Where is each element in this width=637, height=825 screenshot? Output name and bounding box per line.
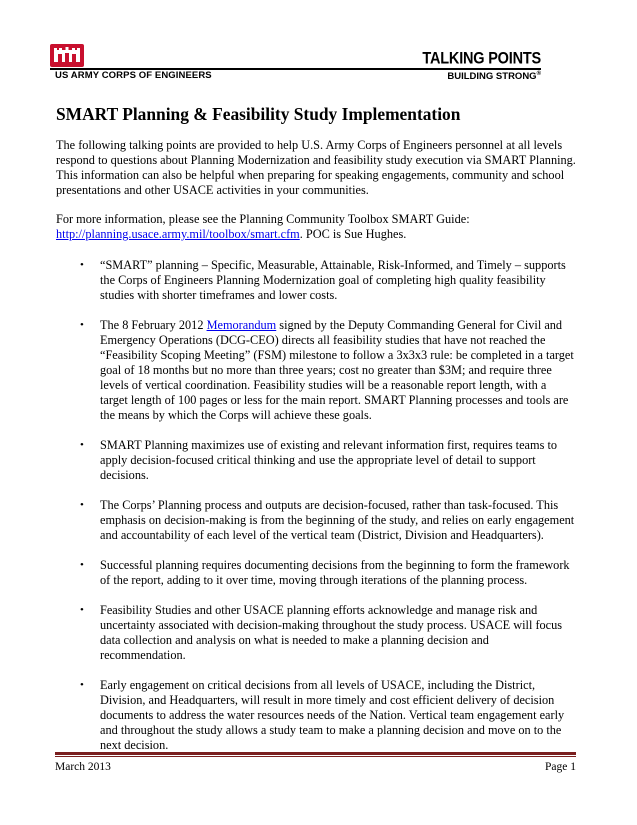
bullet-icon: • (80, 439, 84, 451)
castle-icon (50, 44, 84, 67)
footer-rule-thin (55, 756, 576, 757)
more-info-paragraph (56, 212, 576, 242)
bullet-text: The Corps’ Planning process and outputs are decision-focused, rather than task-focused. This emphasis on decision-making is from the beginning of the study, and relies on early engagement and accountability of each level of the vertical team (District, Division and Headquarters). (100, 498, 575, 542)
bullet-icon: • (80, 679, 84, 691)
bullet-icon: • (80, 259, 84, 271)
page-number: Page 1 (545, 761, 576, 773)
list-item (56, 438, 576, 483)
tagline-text: BUILDING STRONG (447, 71, 537, 83)
list-item (56, 558, 576, 588)
registered-mark: ® (536, 71, 541, 77)
bullet-text-post: signed by the Deputy Commanding General for Civil and Emergency Operations (DCG-CEO) directs all feasibility studies that have not reached the “Feasibility Scoping Meeting” (FSM) milestone to follow a 3x3x3 rule: be completed in a target goal of 18 months but no more than three years; cost no greater than $3M; and require three levels of vertical coordination. Feasibility studies will be a reasonable report length, with a target length of 100 pages or less for the main report. SMART Planning processes and tools are the means by which the Corps will achieve these goals. (100, 318, 574, 422)
bullet-text: Feasibility Studies and other USACE planning efforts acknowledge and manage risk and uncertainty associated with decision-making throughout the study process. USACE will focus data collection and analysis on what is needed to make a planning decision and recommendation. (100, 603, 563, 662)
bullet-text: Early engagement on critical decisions from all levels of USACE, including the District, Division, and Headquarters, will result in more timely and cost efficient delivery of decision documents to address the water resources needs of the Nation. Vertical team engagement early and throughout the study allows a study team to make a planning decision and move on to the next decision. (100, 678, 565, 752)
footer-date: March 2013 (55, 761, 111, 773)
memorandum-link[interactable]: Memorandum (206, 318, 277, 332)
bullet-text: Successful planning requires documenting decisions from the beginning to form the framework of the report, adding to it over time, moving through iterations of the planning process. (100, 558, 570, 587)
header-rule (50, 68, 541, 70)
bullet-icon: • (80, 559, 84, 571)
bullet-text: SMART Planning maximizes use of existing and relevant information first, requires teams to apply decision-focused critical thinking and use the appropriate level of detail to support decisions. (100, 438, 558, 482)
intro-paragraph: The following talking points are provided to help U.S. Army Corps of Engineers personnel at all levels respond to questions about Planning Modernization and feasibility study execution via SMART Planning. This information can also be helpful when preparing for speaking engagements, community and school presentations and other USACE activities in your communities. (56, 138, 576, 197)
list-item (56, 498, 576, 543)
bullet-text: “SMART” planning – Specific, Measurable, Attainable, Risk-Informed, and Timely – supports the Corps of Engineers Planning Modernization goal of completing high quality feasibility studies with shorter timeframes and lower costs. (100, 258, 566, 302)
document-header (50, 44, 541, 83)
document-body (56, 103, 576, 768)
more-info-suffix: . POC is Sue Hughes. (299, 227, 407, 241)
list-item (56, 678, 576, 753)
list-item (56, 603, 576, 663)
talking-points-list (56, 258, 576, 753)
building-strong-tagline (447, 71, 541, 82)
list-item (56, 318, 576, 423)
footer-rule (55, 752, 576, 755)
talking-points-title: TALKING POINTS (422, 50, 541, 68)
list-item (56, 258, 576, 303)
smart-guide-link[interactable]: http://planning.usace.army.mil/toolbox/smart.cfm (56, 227, 300, 241)
more-info-prefix: For more information, please see the Planning Community Toolbox SMART Guide: (56, 212, 470, 226)
organization-name: US ARMY CORPS OF ENGINEERS (55, 70, 212, 81)
bullet-text-pre: The 8 February 2012 (100, 318, 207, 332)
page-title: SMART Planning & Feasibility Study Implementation (56, 104, 461, 124)
bullet-icon: • (80, 499, 84, 511)
bullet-icon: • (80, 319, 84, 331)
bullet-icon: • (80, 604, 84, 616)
